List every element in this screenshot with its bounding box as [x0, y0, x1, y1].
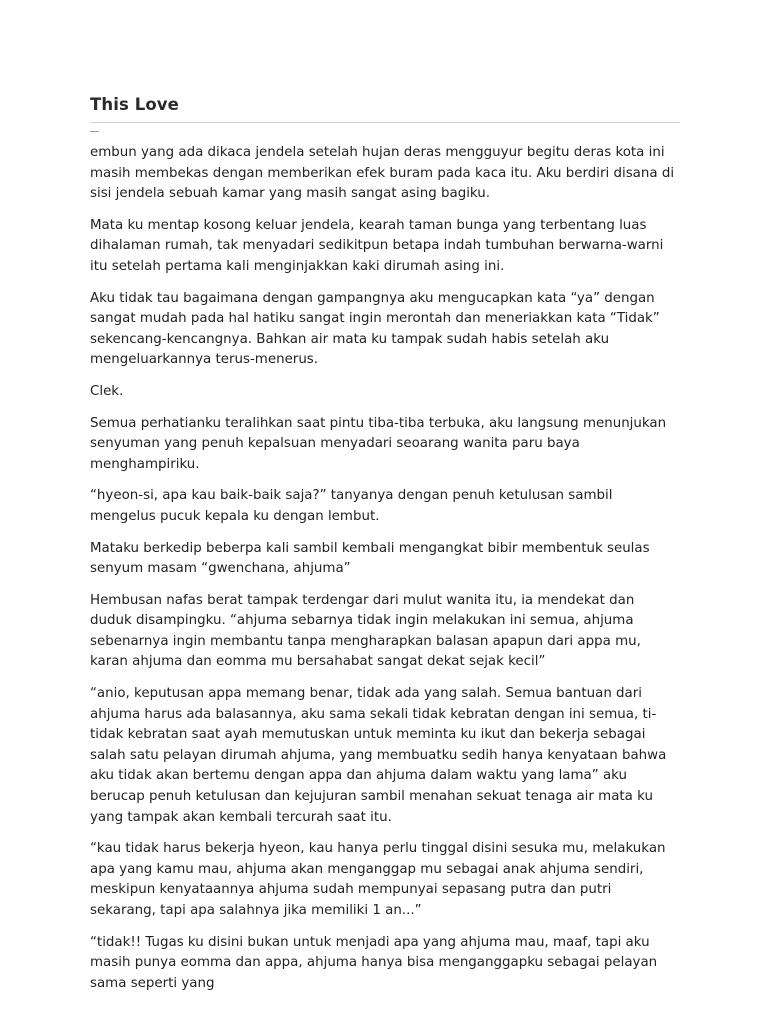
paragraph: “anio, keputusan appa memang benar, tidak ada yang salah. Semua bantuan dari ahjuma harus ada balasannya, aku sama sekali tidak kebratan dengan ini semua, ti-tidak kebratan saat ayah memutuskan untuk meminta ku ikut dan bekerja sebagai salah satu pelayan dirumah ahjuma, yang membuatku sedih hanya kenyataan bahwa aku tidak akan bertemu dengan appa dan ahjuma dalam waktu yang lama” aku berucap penuh ketulusan dan kejujuran sambil menahan sekuat tenaga air mata ku yang tampak akan kembali tercurah saat itu.: [90, 686, 667, 825]
paragraph: embun yang ada dikaca jendela setelah hujan deras mengguyur begitu deras kota ini masih membekas dengan memberikan efek buram pada kaca itu. Aku berdiri disana di sisi jendela sebuah kamar yang masih sangat asing bagiku.: [90, 145, 675, 202]
paragraph: “hyeon-si, apa kau baik-baik saja?” tanyanya dengan penuh ketulusan sambil mengelus pucuk kepala ku dengan lembut.: [90, 488, 613, 524]
title-divider-accent: [90, 131, 99, 132]
title-divider: [90, 122, 680, 123]
document-page: [90, 92, 680, 1005]
paragraph: Mataku berkedip beberpa kali sambil kembali mengangkat bibir membentuk seulas senyum masam “gwenchana, ahjuma”: [90, 540, 650, 577]
paragraph: Hembusan nafas berat tampak terdengar dari mulut wanita itu, ia mendekat dan duduk disampingku. “ahjuma sebarnya tidak ingin melakukan ini semua, ahjuma sebenarnya ingin membantu tanpa mengharapkan balasan apapun dari appa mu, karan ahjuma dan eomma mu bersahabat sangat dekat sejak kecil”: [90, 592, 641, 670]
document-title: This Love: [90, 95, 179, 114]
paragraph: Aku tidak tau bagaimana dengan gampangnya aku mengucapkan kata “ya” dengan sangat mudah pada hal hatiku sangat ingin merontah dan meneriakkan kata “Tidak” sekencang-kencangnya. Bahkan air mata ku tampak sudah habis setelah aku mengeluarkannya terus-menerus.: [90, 290, 660, 368]
paragraph: Clek.: [90, 383, 124, 399]
paragraph: Semua perhatianku teralihkan saat pintu tiba-tiba terbuka, aku langsung menunjukan senyuman yang penuh kepalsuan menyadari seoarang wanita paru baya menghampiriku.: [90, 415, 667, 472]
document-body: [90, 143, 680, 994]
paragraph: “tidak!! Tugas ku disini bukan untuk menjadi apa yang ahjuma mau, maaf, tapi aku masih punya eomma dan appa, ahjuma hanya bisa menganggapku sebagai pelayan sama seperti yang: [90, 934, 658, 991]
paragraph: Mata ku mentap kosong keluar jendela, kearah taman bunga yang terbentang luas dihalaman rumah, tak menyadari sedikitpun betapa indah tumbuhan berwarna-warni itu setelah pertama kali menginjakkan kaki dirumah asing ini.: [90, 217, 664, 274]
paragraph: “kau tidak harus bekerja hyeon, kau hanya perlu tinggal disini sesuka mu, melakukan apa yang kamu mau, ahjuma akan menganggap mu sebagai anak ahjuma sendiri, meskipun kenyataannya ahjuma sudah mempunyai sepasang putra dan putri sekarang, tapi apa salahnya jika memiliki 1 an...”: [90, 841, 666, 918]
